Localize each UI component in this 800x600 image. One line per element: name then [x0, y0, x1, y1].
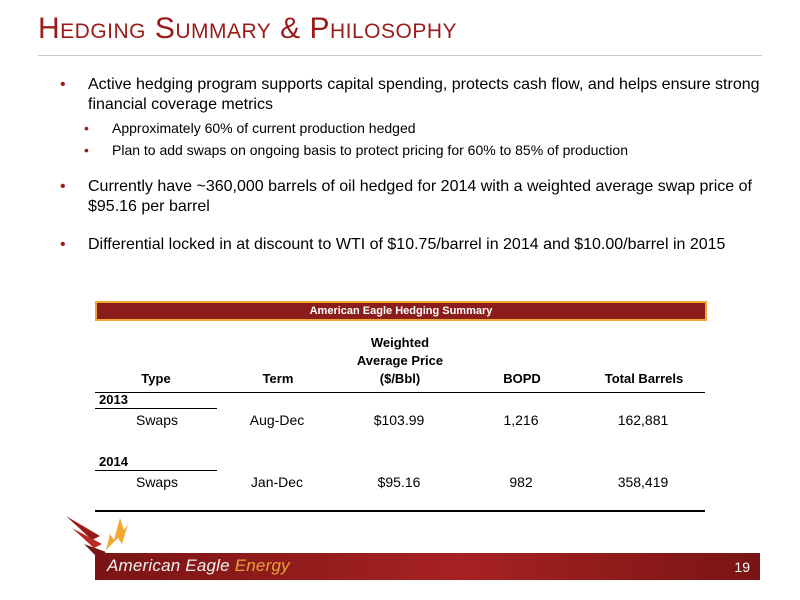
brand-accent-text: Energy — [234, 556, 290, 575]
column-header-bopd: BOPD — [503, 371, 541, 386]
cell-term: Jan-Dec — [250, 474, 304, 490]
sub-bullet-text: Plan to add swaps on ongoing basis to protect pricing for 60% to 85% of production — [112, 142, 628, 158]
sub-bullet-text: Approximately 60% of current production hedged — [112, 120, 416, 136]
header-rule — [95, 392, 705, 393]
sub-bullet-item — [84, 119, 760, 137]
cell-price: $103.99 — [373, 412, 425, 428]
year-rule — [95, 408, 217, 409]
table-bottom-rule — [95, 510, 705, 512]
cell-bopd: 1,216 — [503, 412, 539, 428]
bullet-dot-icon: • — [84, 142, 89, 158]
cell-term: Aug-Dec — [249, 412, 305, 428]
year-label: 2014 — [99, 454, 128, 469]
page-title: Hedging Summary & Philosophy — [38, 12, 458, 45]
brand-main-text: American Eagle — [107, 556, 235, 575]
bullet-dot-icon: • — [60, 178, 66, 195]
column-header-type: Type — [141, 371, 171, 386]
cell-type: Swaps — [135, 474, 179, 490]
table-banner: American Eagle Hedging Summary — [95, 301, 707, 321]
bullet-text: Differential locked in at discount to WTI of $10.75/barrel in 2014 and $10.00/barrel in 2015 — [88, 236, 726, 253]
cell-bopd: 982 — [509, 474, 533, 490]
year-label: 2013 — [99, 392, 128, 407]
column-header-price: Weighted Average Price ($/Bbl) — [356, 335, 444, 386]
title-divider — [38, 55, 762, 56]
bullet-text: Currently have ~360,000 barrels of oil hedged for 2014 with a weighted average swap price of $95.16 per barrel — [88, 178, 752, 215]
bullet-list — [60, 75, 760, 255]
bullet-item — [60, 177, 760, 217]
cell-price: $95.16 — [377, 474, 421, 490]
column-header-term: Term — [262, 371, 294, 386]
bullet-dot-icon: • — [60, 236, 66, 253]
cell-total-barrels: 162,881 — [617, 412, 669, 428]
year-rule — [95, 470, 217, 471]
brand-name — [107, 556, 290, 576]
bullet-dot-icon: • — [60, 76, 66, 93]
bullet-item — [60, 75, 760, 115]
bullet-item — [60, 235, 760, 255]
cell-type: Swaps — [135, 412, 179, 428]
cell-total-barrels: 358,419 — [617, 474, 669, 490]
column-header-total-barrels: Total Barrels — [604, 371, 684, 386]
bullet-text: Active hedging program supports capital spending, protects cash flow, and helps ensure strong financial coverage metrics — [88, 76, 760, 113]
bullet-dot-icon: • — [84, 120, 89, 136]
page-number: 19 — [734, 559, 750, 575]
sub-bullet-item — [84, 141, 760, 159]
